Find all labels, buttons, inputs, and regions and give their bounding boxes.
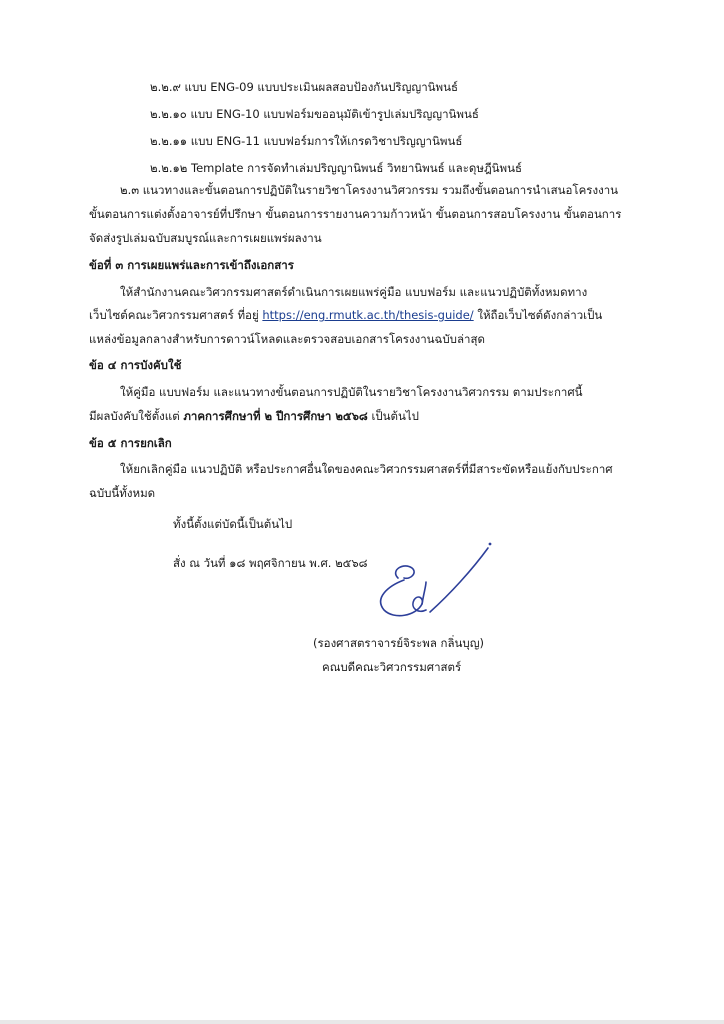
list-item-2-2-12: ๒.๒.๑๒ Template การจัดทำเล่มปริญญานิพนธ์ วิทยานิพนธ์ และดุษฎีนิพนธ์ <box>150 161 522 175</box>
section-5-line-1: ให้ยกเลิกคู่มือ แนวปฏิบัติ หรือประกาศอื่นใดของคณะวิศวกรรมศาสตร์ที่มีสาระขัดหรือแย้งกับประกาศ <box>120 462 613 476</box>
item-2-3-line-1: ๒.๓ แนวทางและขั้นตอนการปฏิบัติในรายวิชาโครงงานวิศวกรรม รวมถึงขั้นตอนการนำเสนอโครงงาน <box>120 183 619 197</box>
signature-stroke-flourish <box>430 548 488 612</box>
item-2-3-line-2: ขั้นตอนการแต่งตั้งอาจารย์ที่ปรึกษา ขั้นตอนการรายงานความก้าวหน้า ขั้นตอนการสอบโครงงาน ขั้นตอนการ <box>89 207 622 221</box>
order-date: สั่ง ณ วันที่ ๑๘ พฤศจิกายน พ.ศ. ๒๕๖๘ <box>173 556 368 570</box>
signature-dot <box>489 543 492 546</box>
section-4-line-2-prefix: มีผลบังคับใช้ตั้งแต่ <box>89 409 184 423</box>
section-4-line-2 <box>89 408 419 424</box>
section-3-line-1: ให้สำนักงานคณะวิศวกรรมศาสตร์ดำเนินการเผยแพร่คู่มือ แบบฟอร์ม และแนวปฏิบัติทั้งหมดทาง <box>120 285 588 299</box>
section-5-line-2: ฉบับนี้ทั้งหมด <box>89 486 156 500</box>
effective-term: ภาคการศึกษาที่ ๒ ปีการศึกษา ๒๕๖๘ <box>183 409 368 423</box>
signature-stroke-loop-top <box>396 566 415 578</box>
list-item-2-2-11: ๒.๒.๑๑ แบบ ENG-11 แบบฟอร์มการให้เกรดวิชาปริญญานิพนธ์ <box>150 134 463 148</box>
signer-name: (รองศาสตราจารย์จิระพล กลิ่นบุญ) <box>313 636 485 650</box>
effective-statement: ทั้งนี้ตั้งแต่บัดนี้เป็นต้นไป <box>173 517 293 531</box>
section-3-line-2 <box>89 307 602 323</box>
thesis-guide-link[interactable]: https://eng.rmutk.ac.th/thesis-guide/ <box>262 308 474 322</box>
section-4-line-2-suffix: เป็นต้นไป <box>367 409 419 423</box>
item-2-3-line-3: จัดส่งรูปเล่มฉบับสมบูรณ์และการเผยแพร่ผลงาน <box>89 231 322 245</box>
signature-image <box>360 538 510 628</box>
section-3-line-2-prefix: เว็บไซต์คณะวิศวกรรมศาสตร์ ที่อยู่ <box>89 308 263 322</box>
signature-stroke-stem <box>422 582 426 604</box>
signature-stroke-body <box>381 580 426 616</box>
list-item-2-2-10: ๒.๒.๑๐ แบบ ENG-10 แบบฟอร์มขออนุมัติเข้ารูปเล่มปริญญานิพนธ์ <box>150 107 479 121</box>
section-5-heading: ข้อ ๕ การยกเลิก <box>89 436 172 450</box>
list-item-2-2-9: ๒.๒.๙ แบบ ENG-09 แบบประเมินผลสอบป้องกันปริญญานิพนธ์ <box>150 80 458 94</box>
section-4-line-1: ให้คู่มือ แบบฟอร์ม และแนวทางขั้นตอนการปฏิบัติในรายวิชาโครงงานวิศวกรรม ตามประกาศนี้ <box>120 385 583 399</box>
page-bottom-edge <box>0 1020 724 1024</box>
section-3-line-3: แหล่งข้อมูลกลางสำหรับการดาวน์โหลดและตรวจสอบเอกสารโครงงานฉบับล่าสุด <box>89 332 485 346</box>
section-3-line-2-suffix: ให้ถือเว็บไซต์ดังกล่าวเป็น <box>473 308 603 322</box>
section-4-heading: ข้อ ๔ การบังคับใช้ <box>89 358 182 372</box>
section-3-heading: ข้อที่ ๓ การเผยแพร่และการเข้าถึงเอกสาร <box>89 258 294 272</box>
signer-position: คณบดีคณะวิศวกรรมศาสตร์ <box>322 660 462 674</box>
